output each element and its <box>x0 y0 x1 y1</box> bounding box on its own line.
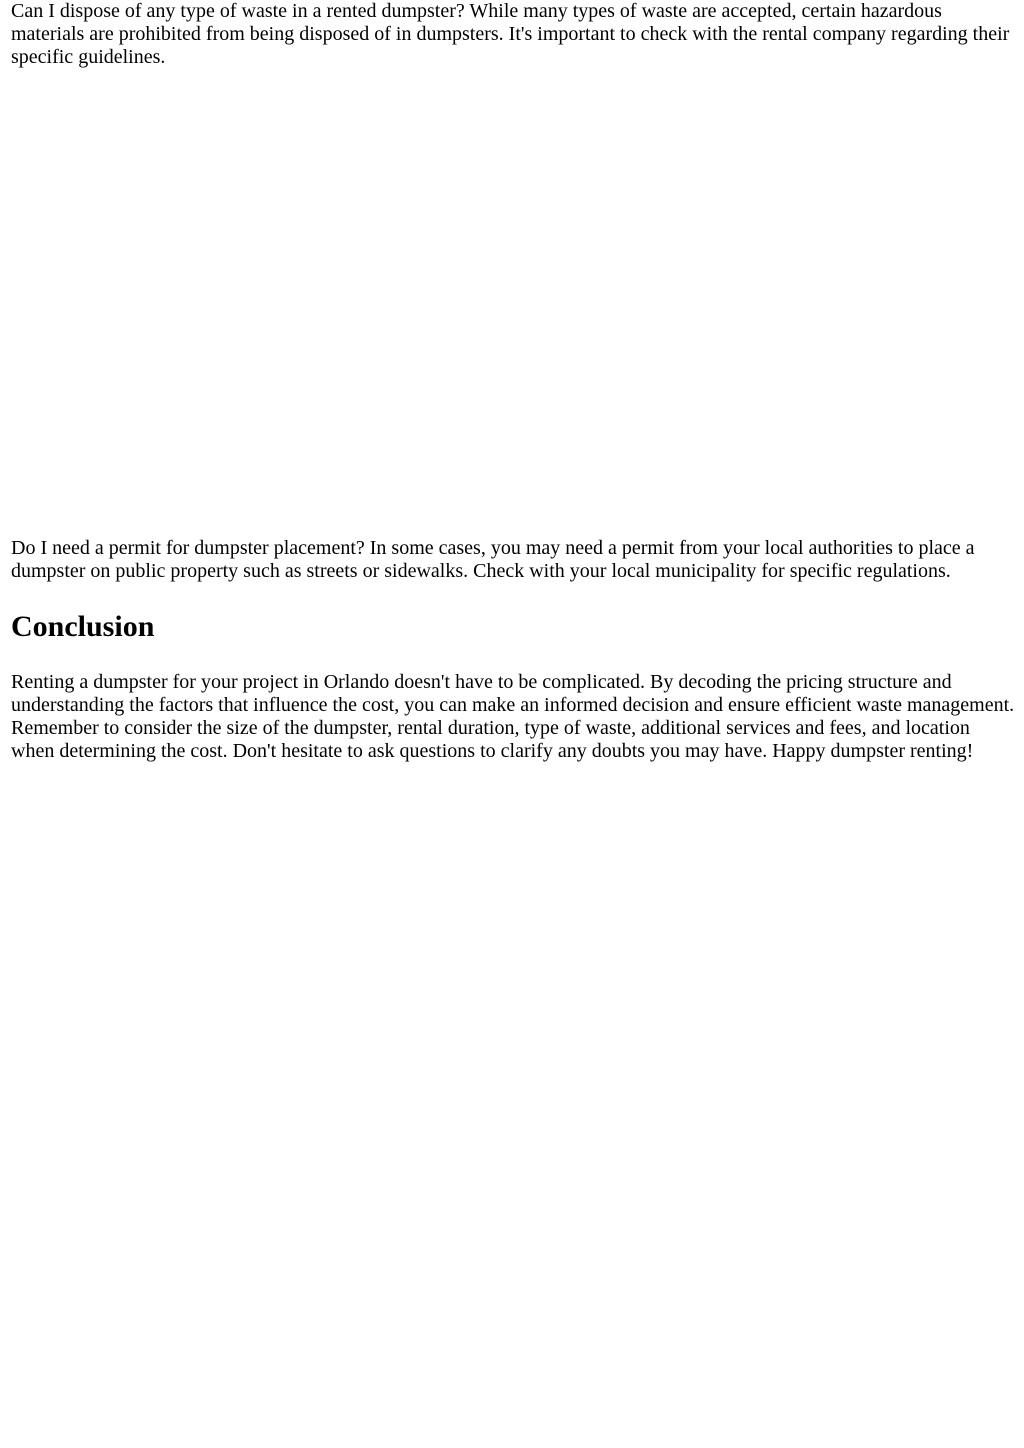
faq-permit-paragraph: Do I need a permit for dumpster placement? In some cases, you may need a permit from your local authorities to place a dumpster on public property such as streets or sidewalks. Check with your local municipality for specific regulations. <box>11 537 975 582</box>
conclusion-heading: Conclusion <box>11 610 155 643</box>
faq-dispose-paragraph: Can I dispose of any type of waste in a rented dumpster? While many types of waste are accepted, certain hazardous materials are prohibited from being disposed of in dumpsters. It's important to check with the rental company regarding their specific guidelines. <box>11 0 1010 68</box>
conclusion-paragraph: Renting a dumpster for your project in Orlando doesn't have to be complicated. By decoding the pricing structure and understanding the factors that influence the cost, you can make an informed decision and ensure efficient waste management. Remember to consider the size of the dumpster, rental duration, type of waste, additional services and fees, and location when determining the cost. Don't hesitate to ask questions to clarify any doubts you may have. Happy dumpster renting! <box>11 671 1015 762</box>
